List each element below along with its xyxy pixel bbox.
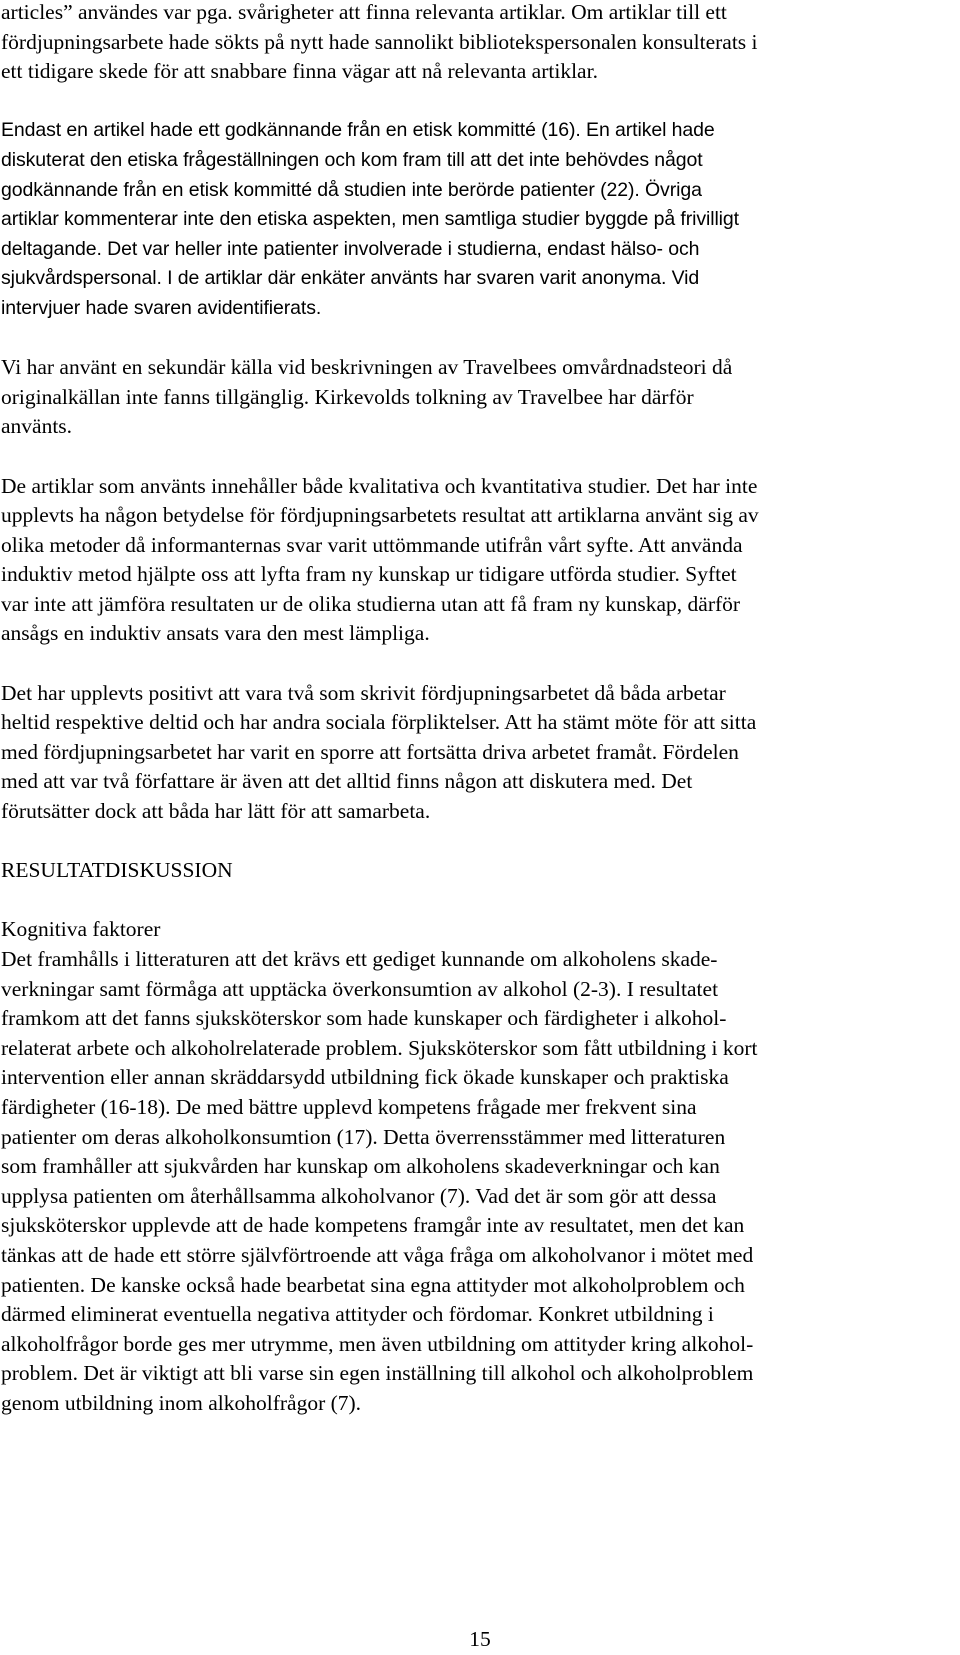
text-line: fördjupningsarbete hade sökts på nytt hade sannolikt bibliotekspersonalen konsulterats i <box>1 29 758 54</box>
text-line: ett tidigare skede för att snabbare finna vägar att nå relevanta artiklar. <box>1 59 598 84</box>
text-line: intervention eller annan skräddarsydd utbildning fick ökade kunskaper och praktiska <box>1 1065 729 1090</box>
document-page <box>1 0 956 1419</box>
section-heading: RESULTATDISKUSSION <box>1 858 233 883</box>
text-line: därmed eliminerat eventuella negativa attityder och fördomar. Konkret utbildning i <box>1 1302 714 1327</box>
text-line: var inte att jämföra resultaten ur de olika studierna utan att få fram ny kunskap, därför <box>1 591 741 616</box>
paragraph-source <box>1 353 956 442</box>
text-line: sjukvårdspersonal. I de artiklar där enkäter använts har svaren varit anonyma. Vid <box>1 267 700 290</box>
text-line: sjuksköterskor upplevde att de hade kompetens framgår inte av resultatet, men det kan <box>1 1213 745 1238</box>
text-line: heltid respektive deltid och har andra sociala förpliktelser. Att ha stämt möte för att sitta <box>1 710 757 735</box>
text-line: Endast en artikel hade ett godkännande från en etisk kommitté (16). En artikel hade <box>1 119 715 142</box>
text-line: upplevts ha någon betydelse för fördjupningsarbetets resultat att artiklarna använt sig av <box>1 503 759 528</box>
text-line: Det har upplevts positivt att vara två som skrivit fördjupningsarbetet då båda arbetar <box>1 680 726 705</box>
page-number: 15 <box>469 1627 491 1651</box>
text-line: Vi har använt en sekundär källa vid beskrivningen av Travelbees omvårdnadsteori då <box>1 355 733 380</box>
paragraph-intro <box>1 0 956 87</box>
paragraph-cognitive <box>1 945 956 1419</box>
text-line: förutsätter dock att båda har lätt för att samarbeta. <box>1 799 431 824</box>
text-line: genom utbildning inom alkoholfrågor (7). <box>1 1390 362 1415</box>
text-line: ansågs en induktiv ansats vara den mest lämpliga. <box>1 621 430 646</box>
text-line: olika metoder då informanternas svar varit uttömmande utifrån vårt syfte. Att använda <box>1 532 743 557</box>
text-line: deltagande. Det var heller inte patienter involverade i studierna, endast hälso- och <box>1 237 700 260</box>
text-line: med fördjupningsarbetet har varit en sporre att fortsätta driva arbetet framåt. Fördelen <box>1 739 739 764</box>
text-line: färdigheter (16-18). De med bättre upplevd kompetens frågade mer frekvent sina <box>1 1094 697 1119</box>
text-line: alkoholfrågor borde ges mer utrymme, men även utbildning om attityder kring alkohol- <box>1 1331 754 1356</box>
paragraph-methods <box>1 472 956 650</box>
text-line: använts. <box>1 414 73 439</box>
text-line: framkom att det fanns sjuksköterskor som hade kunskaper och färdigheter i alkohol- <box>1 1006 727 1031</box>
text-line: med att var två författare är även att det alltid finns någon att diskutera med. Det <box>1 769 693 794</box>
paragraph-ethics <box>1 116 956 323</box>
text-line: intervjuer hade svaren avidentifierats. <box>1 296 322 319</box>
text-line: originalkällan inte fanns tillgänglig. Kirkevolds tolkning av Travelbee har därför <box>1 384 694 409</box>
text-line: diskuterat den etiska frågeställningen och kom fram till att det inte behövdes något <box>1 148 703 171</box>
text-line: patienter om deras alkoholkonsumtion (17). Detta överrensstämmer med litteraturen <box>1 1124 726 1149</box>
text-line: articles” användes var pga. svårigheter att finna relevanta artiklar. Om artiklar till ett <box>1 0 727 24</box>
text-line: patienten. De kanske också hade bearbetat sina egna attityder mot alkoholproblem och <box>1 1272 745 1297</box>
text-line: problem. Det är viktigt att bli varse sin egen inställning till alkohol och alkoholproblem <box>1 1361 754 1386</box>
text-line: som framhåller att sjukvården har kunskap om alkoholens skadeverkningar och kan <box>1 1154 720 1179</box>
text-line: Det framhålls i litteraturen att det krävs ett gediget kunnande om alkoholens skade- <box>1 947 718 971</box>
text-line: induktiv metod hjälpte oss att lyfta fram ny kunskap ur tidigare utförda studier. Syftet <box>1 562 737 587</box>
subsection-heading: Kognitiva faktorer <box>1 917 161 942</box>
text-line: godkännande från en etisk kommitté då studien inte berörde patienter (22). Övriga <box>1 178 702 201</box>
text-line: tänkas att de hade ett större självförtroende att våga fråga om alkoholvanor i mötet med <box>1 1242 754 1267</box>
paragraph-authors <box>1 679 956 827</box>
text-line: verkningar samt förmåga att upptäcka överkonsumtion av alkohol (2-3). I resultatet <box>1 976 719 1001</box>
text-line: De artiklar som använts innehåller både kvalitativa och kvantitativa studier. Det har inte <box>1 473 758 498</box>
text-line: relaterat arbete och alkoholrelaterade problem. Sjuksköterskor som fått utbildning i kort <box>1 1035 758 1060</box>
text-line: artiklar kommenterar inte den etiska aspekten, men samtliga studier byggde på frivilligt <box>1 208 739 231</box>
text-line: upplysa patienten om återhållsamma alkoholvanor (7). Vad det är som gör att dessa <box>1 1183 717 1208</box>
